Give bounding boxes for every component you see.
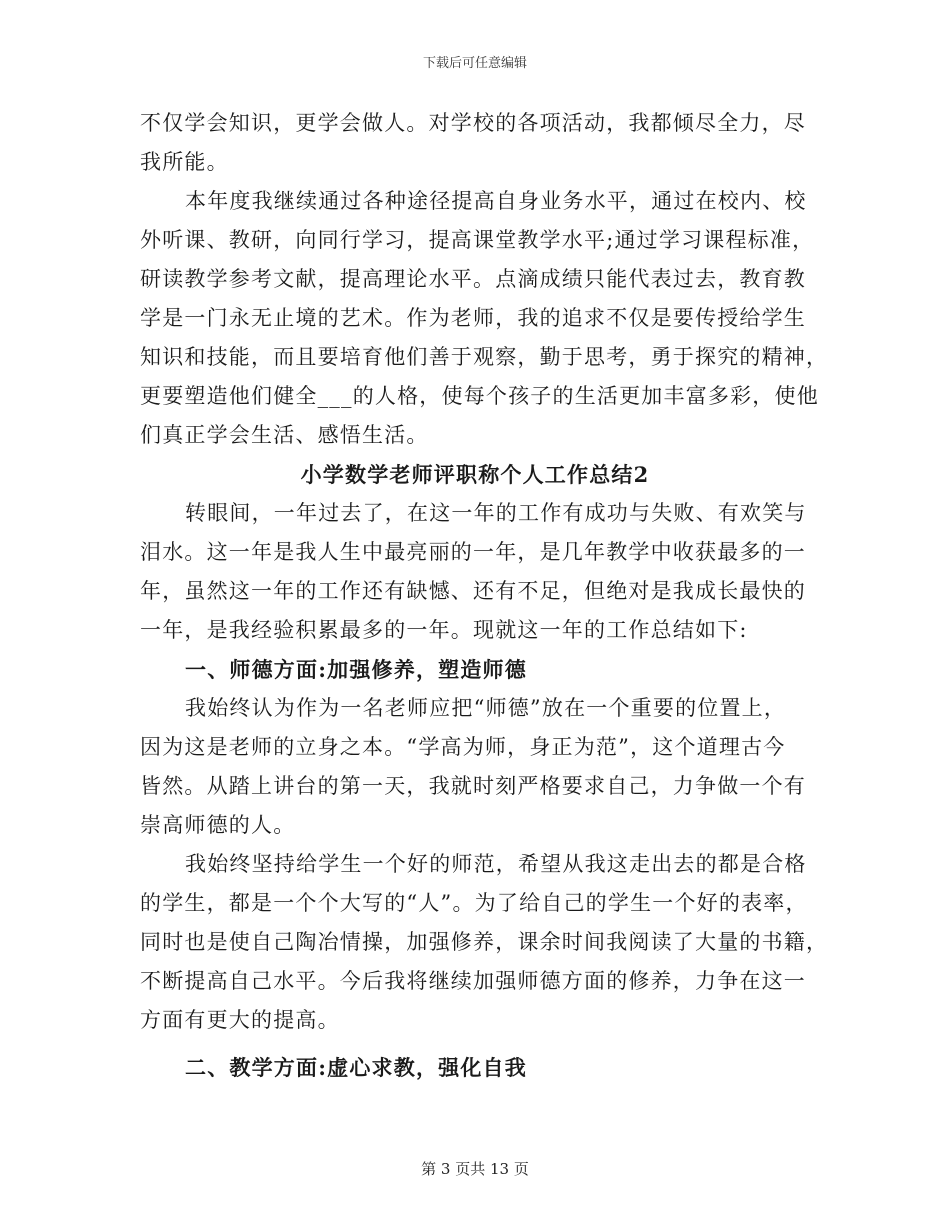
- subheading: 二、教学方面:虚心求教，强化自我: [185, 1055, 527, 1080]
- document-body: [140, 104, 829, 1087]
- paragraph-line: 方面有更大的提高。: [140, 1008, 340, 1032]
- paragraph-line: 一年，是我经验积累最多的一年。现就这一年的工作总结如下:: [140, 618, 748, 642]
- page-number: 第 3 页共 13 页: [421, 1160, 529, 1178]
- paragraph-line: 皆然。从踏上讲台的第一天，我就时刻严格要求自己，力争做一个有: [140, 774, 806, 798]
- paragraph-line: 更要塑造他们健全___的人格，使每个孩子的生活更加丰富多彩，使他: [140, 384, 819, 408]
- paragraph-line: 因为这是老师的立身之本。“学高为师，身正为范”，这个道理古今: [140, 735, 786, 759]
- paragraph-line: 不仅学会知识，更学会做人。对学校的各项活动，我都倾尽全力，尽: [140, 111, 806, 135]
- paragraph-line: 同时也是使自己陶冶情操，加强修养，课余时间我阅读了大量的书籍，: [140, 930, 829, 954]
- subheading: 一、师德方面:加强修养，塑造师德: [185, 657, 527, 682]
- section-title: 小学数学老师评职称个人工作总结2: [300, 462, 650, 487]
- paragraph-line: 我始终坚持给学生一个好的师范，希望从我这走出去的都是合格: [185, 852, 807, 876]
- paragraph-line: 学是一门永无止境的艺术。作为老师，我的追求不仅是要传授给学生: [140, 306, 806, 330]
- paragraph-line: 外听课、教研，向同行学习，提高课堂教学水平;通过学习课程标准，: [140, 228, 815, 252]
- paragraph-line: 年，虽然这一年的工作还有缺憾、还有不足，但绝对是我成长最快的: [140, 579, 806, 603]
- paragraph-line: 们真正学会生活、感悟生活。: [140, 423, 429, 447]
- paragraph-line: 研读教学参考文献，提高理论水平。点滴成绩只能代表过去，教育教: [140, 267, 806, 291]
- paragraph-line: 我所能。: [140, 150, 229, 174]
- paragraph-line: 我始终认为作为一名老师应把“师德”放在一个重要的位置上，: [185, 696, 787, 720]
- paragraph-line: 转眼间，一年过去了，在这一年的工作有成功与失败、有欢笑与: [185, 501, 807, 525]
- paragraph-line: 知识和技能，而且要培育他们善于观察，勤于思考，勇于探究的精神，: [140, 345, 829, 369]
- paragraph-line: 泪水。这一年是我人生中最亮丽的一年，是几年教学中收获最多的一: [140, 540, 806, 564]
- header-note: 下载后可任意编辑: [422, 56, 527, 71]
- paragraph-line: 的学生，都是一个个大写的“人”。为了给自己的学生一个好的表率，: [140, 891, 808, 915]
- paragraph-line: 本年度我继续通过各种途径提高自身业务水平，通过在校内、校: [185, 189, 807, 213]
- paragraph-line: 崇高师德的人。: [140, 813, 296, 837]
- paragraph-line: 不断提高自己水平。今后我将继续加强师德方面的修养，力争在这一: [140, 969, 806, 993]
